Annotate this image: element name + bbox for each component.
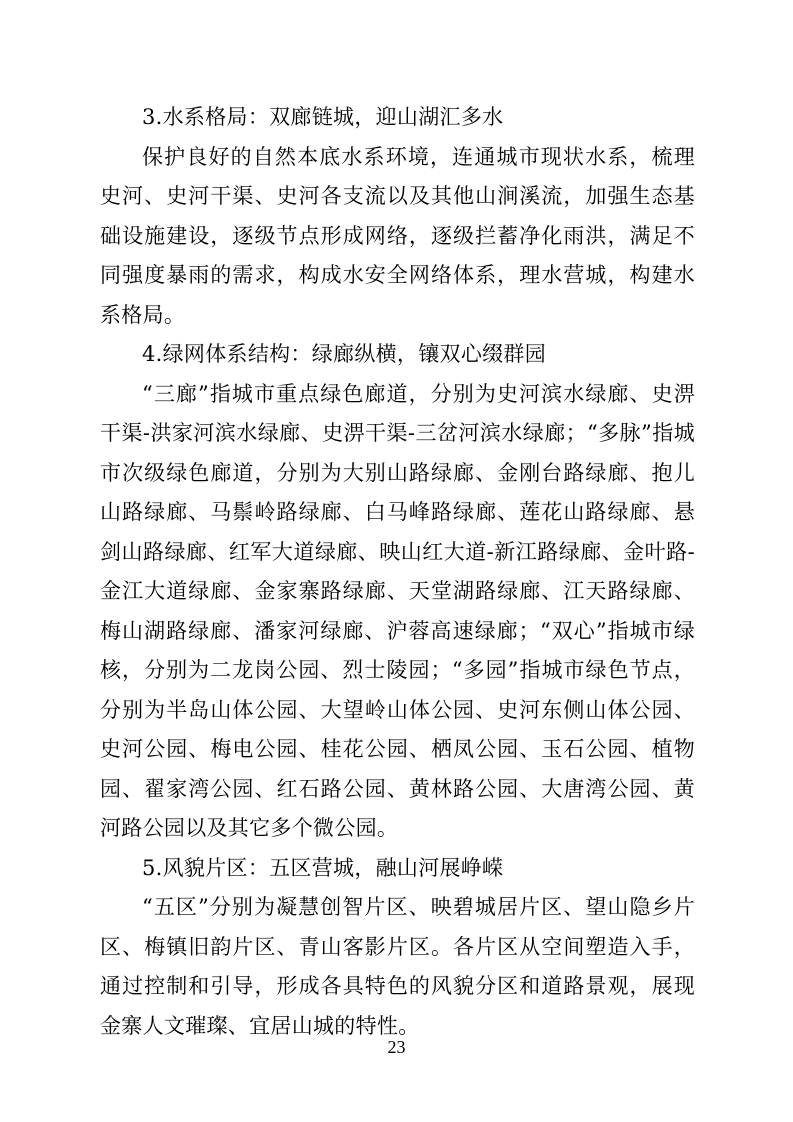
- paragraph-landscape-zones: “五区”分别为凝慧创智片区、映碧城居片区、望山隐乡片区、梅镇旧韵片区、青山客影片区。各片区从空间塑造入手，通过控制和引导，形成各具特色的风貌分区和道路景观，展现金寨人文璀璨、宜居山城的特性。: [100, 895, 695, 1038]
- section-heading-water-system: 3.水系格局：双廊链城，迎山湖汇多水: [142, 105, 504, 129]
- section-heading-green-network: 4.绿网体系结构：绿廊纵横，镶双心缀群园: [142, 342, 547, 366]
- paragraph-green-network: “三廊”指城市重点绿色廊道，分别为史河滨水绿廊、史淠干渠-洪家河滨水绿廊、史淠干渠-三岔河滨水绿廊；“多脉”指城市次级绿色廊道，分别为大别山路绿廊、金刚台路绿廊、抱儿山路绿廊、马鬃岭路绿廊、白马峰路绿廊、莲花山路绿廊、悬剑山路绿廊、红军大道绿廊、映山红大道-新江路绿廊、金叶路-金江大道绿廊、金家寨路绿廊、天堂湖路绿廊、江天路绿廊、梅山湖路绿廊、潘家河绿廊、沪蓉高速绿廊；“双心”指城市绿核，分别为二龙岗公园、烈士陵园；“多园”指城市绿色节点，分别为半岛山体公园、大望岭山体公园、史河东侧山体公园、史河公园、梅电公园、桂花公园、栖凤公园、玉石公园、植物园、翟家湾公园、红石路公园、黄林路公园、大唐湾公园、黄河路公园以及其它多个微公园。: [100, 381, 695, 840]
- page-content: [100, 98, 695, 1046]
- page-number: 23: [387, 1037, 406, 1057]
- section-heading-landscape-zones: 5.风貌片区：五区营城，融山河展峥嵘: [142, 855, 504, 880]
- paragraph-water-system: 保护良好的自然本底水系环境，连通城市现状水系，梳理史河、史河干渠、史河各支流以及其他山涧溪流，加强生态基础设施建设，逐级节点形成网络，逐级拦蓄净化雨洪，满足不同强度暴雨的需求，构成水安全网络体系，理水营城，构建水系格局。: [100, 144, 695, 327]
